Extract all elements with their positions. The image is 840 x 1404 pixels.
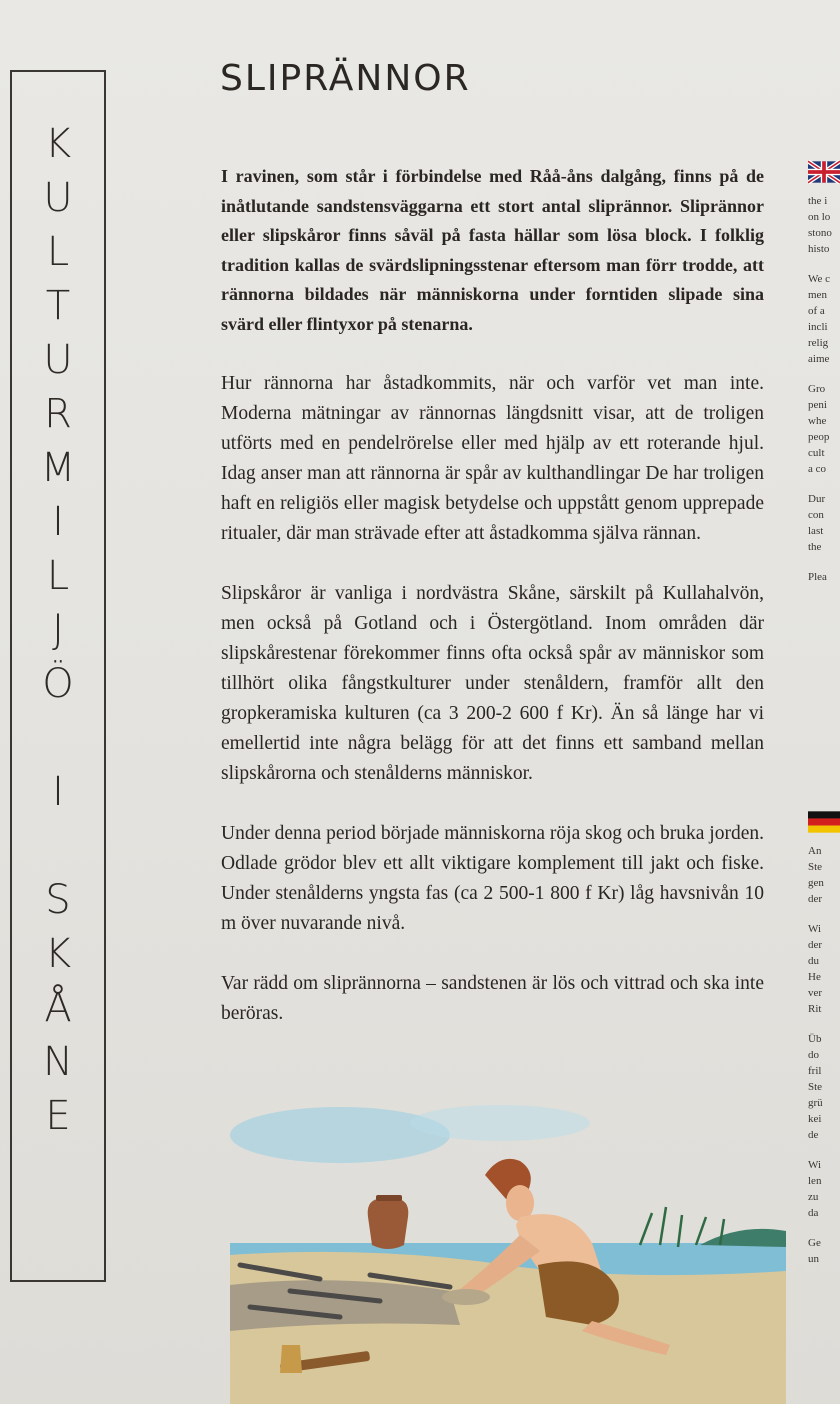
vertical-letter: K <box>44 121 72 167</box>
vertical-letter: S <box>45 877 71 923</box>
vertical-letter: E <box>45 1093 71 1139</box>
german-text-fragment: Üb do fril Ste grü kei de <box>808 1033 823 1141</box>
english-text-fragment: the i on lo stono histo <box>808 195 832 255</box>
uk-flag-icon <box>808 160 840 184</box>
english-text-fragment: Dur con last the <box>808 493 826 553</box>
pot-rim <box>376 1195 402 1201</box>
paragraph: Under denna period började människorna röja skog och bruka jorden. Odlade grödor blev ett allt viktigare komplement till jakt och fiske. Under stenålderns yngsta fas (ca 2 500-1 800 f Kr) låg havsnivån 10 m över nuvarande nivå. <box>221 823 764 934</box>
vertical-letter: M <box>40 445 76 491</box>
paragraph: Var rädd om sliprännorna – sandstenen är lös och vittrad och ska inte beröras. <box>221 973 764 1024</box>
body-text <box>221 162 764 1059</box>
english-text-fragment: Plea <box>808 571 827 583</box>
german-column <box>808 810 840 1281</box>
german-text-fragment: Wi len zu da <box>808 1159 822 1219</box>
german-text-fragment: An Ste gen der <box>808 845 824 905</box>
paragraph: Slipskåror är vanliga i nordvästra Skåne, särskilt på Kullahalvön, men också på Gotland och i Östergötland. Inom områden där slipskårestenar förekommer finns ofta också spår av människor som tillhört olika fångstkulturer under stenåldern, framför allt den gropkeramiska kulturen (ca 3 200-2 600 f Kr). Än så länge har vi emellertid inte några belägg för att det finns ett samband mellan slipskårorna och stenålderns människor. <box>221 583 764 784</box>
stone-tool <box>442 1289 490 1305</box>
sandstone-slab <box>230 1280 460 1331</box>
vertical-letter: I <box>52 769 64 815</box>
vertical-letter: N <box>43 1039 73 1085</box>
page-title: SLIPRÄNNOR <box>220 58 471 99</box>
vertical-letter: R <box>44 391 72 437</box>
intro-paragraph: I ravinen, som står i förbindelse med Råå-åns dalgång, finns på de inåtlutande sandstensväggarna ett stort antal sliprännor. Sliprännor eller slipskåror finns såväl på fasta hällar som lösa block. I folklig tradition kallas de svärdslipningsstenar eftersom man förr trodde, att rännorna bildades när människorna under forntiden slipade sina svärd eller flintyxor på stenarna. <box>221 166 764 334</box>
vertical-letter: U <box>43 337 73 383</box>
english-text-fragment: We c men of a incli relig aime <box>808 273 831 365</box>
axe-head <box>280 1345 302 1373</box>
german-text-fragment: Ge un <box>808 1237 821 1265</box>
germany-flag-icon <box>808 810 840 834</box>
vertical-letter: K <box>44 931 72 977</box>
vertical-letter: Ö <box>42 661 74 707</box>
vertical-title-box <box>10 70 106 1282</box>
vertical-letter: L <box>46 553 70 599</box>
paragraph: Hur rännorna har åstadkommits, när och varför vet man inte. Moderna mätningar av rännornas längdsnitt visar, att de troligen utförts med en pendelrörelse eller med hjälp av ett roterande hjul. Idag anser man att rännorna är spår av kulthandlingar De har troligen haft en religiös eller magisk betydelse och uppstått genom upprepade ritualer, där man strävade efter att åstadkomma själva rännan. <box>221 373 764 544</box>
sky-wash <box>230 1107 450 1163</box>
vertical-letter: Å <box>44 985 72 1031</box>
stone-age-illustration <box>220 1095 800 1404</box>
english-text-fragment: Gro peni whe peop cult a co <box>808 383 830 475</box>
vertical-letter: T <box>45 283 71 329</box>
vertical-letter: U <box>43 175 73 221</box>
english-column <box>808 160 840 599</box>
german-text-fragment: Wi der du He ver Rit <box>808 923 823 1015</box>
vertical-letter: I <box>52 499 64 545</box>
clay-pot <box>368 1199 409 1249</box>
vertical-letter: L <box>46 229 70 275</box>
distant-shore <box>700 1229 786 1247</box>
vertical-letter: J <box>52 607 64 653</box>
sky-wash <box>410 1105 590 1141</box>
